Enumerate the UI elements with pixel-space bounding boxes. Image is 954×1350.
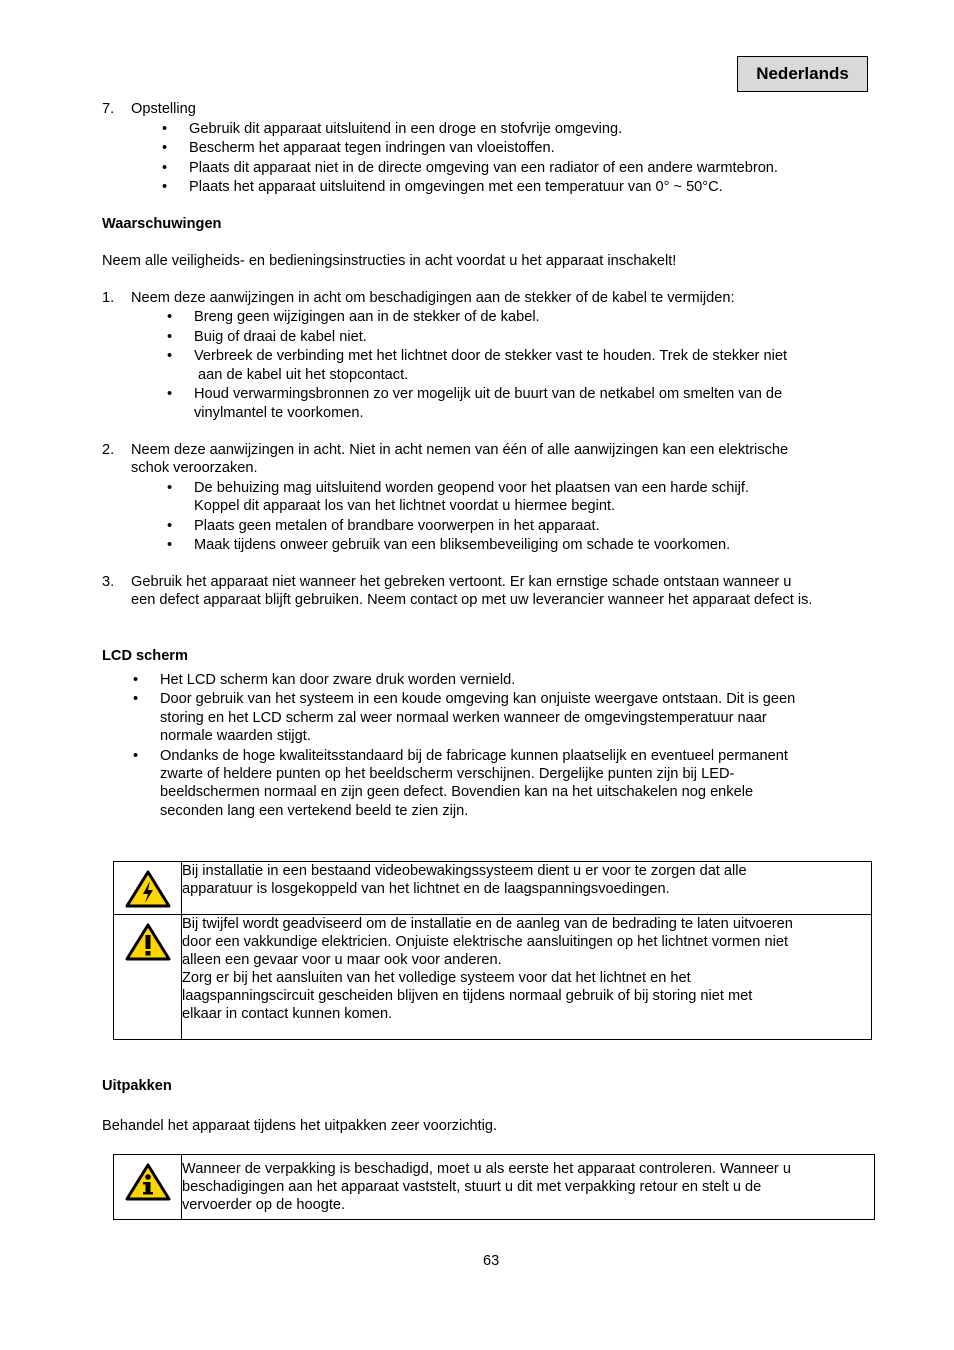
notice-line: Bij installatie in een bestaand videobewakingssysteem dient u er voor te zorgen dat alle xyxy=(182,863,747,879)
warning-icon xyxy=(114,922,181,962)
notice-row xyxy=(114,862,872,915)
list-item-continuation: seconden lang een vertekend beeld te zien zijn. xyxy=(160,803,469,819)
list-item: • Bescherm het apparaat tegen indringen van vloeistoffen. xyxy=(189,139,555,157)
notice-line: elkaar in contact kunnen komen. xyxy=(182,1006,393,1022)
list-item: • Door gebruik van het systeem in een koude omgeving kan onjuiste weergave ontstaan. Dit is geen xyxy=(160,690,795,708)
notice-line: alleen een gevaar voor u maar ook voor anderen. xyxy=(182,952,502,968)
notice-line: vervoerder op de hoogte. xyxy=(182,1197,346,1213)
electrical-hazard-icon xyxy=(114,869,181,909)
list-item: • Plaats geen metalen of brandbare voorwerpen in het apparaat. xyxy=(194,517,600,535)
notice-row xyxy=(114,915,872,1040)
notice-line: apparatuur is losgekoppeld van het lichtnet en de laagspanningsvoedingen. xyxy=(182,881,670,897)
list-item: • Houd verwarmingsbronnen zo ver mogelijk uit de buurt van de netkabel om smelten van de xyxy=(194,385,782,403)
point-text: Neem deze aanwijzingen in acht om beschadigingen aan de stekker of de kabel te vermijden: xyxy=(131,290,735,306)
heading-lcd-scherm: LCD scherm xyxy=(102,648,188,664)
section-number: 7. xyxy=(102,101,115,117)
list-item: • Plaats dit apparaat niet in de directe omgeving van een radiator of een andere warmtebron. xyxy=(189,159,778,177)
list-item: • Ondanks de hoge kwaliteitsstandaard bij de fabricage kunnen plaatselijk en eventueel permanent xyxy=(160,747,788,765)
info-notice-table xyxy=(113,1154,875,1220)
heading-waarschuwingen: Waarschuwingen xyxy=(102,216,222,232)
notice-line: beschadigingen aan het apparaat vaststelt, stuurt u dit met verpakking retour en stelt u de xyxy=(182,1179,762,1195)
section-title-opstelling: Opstelling xyxy=(131,101,196,117)
notice-row xyxy=(114,1155,875,1220)
list-item-continuation: storing en het LCD scherm zal weer normaal werken wanneer de omgevingstemperatuur naar xyxy=(160,710,767,726)
notice-icon-cell xyxy=(114,915,182,1040)
point-number: 2. xyxy=(102,442,115,458)
list-item-continuation: Koppel dit apparaat los van het lichtnet voordat u hiermee begint. xyxy=(194,498,616,514)
list-item-continuation: beeldschermen normaal en zijn geen defect. Bovendien kan na het uitschakelen nog enkele xyxy=(160,784,754,800)
list-item: • Breng geen wijzigingen aan in de stekker of de kabel. xyxy=(194,308,540,326)
point-text: schok veroorzaken. xyxy=(131,460,258,476)
list-item: • Verbreek de verbinding met het lichtnet door de stekker vast te houden. Trek de stekker niet xyxy=(194,347,787,365)
notice-text xyxy=(182,1155,875,1220)
list-item: • Buig of draai de kabel niet. xyxy=(194,328,367,346)
list-item: • Het LCD scherm kan door zware druk worden vernield. xyxy=(160,671,515,689)
notice-text xyxy=(182,862,872,915)
list-item-continuation: normale waarden stijgt. xyxy=(160,728,311,744)
notice-line: Zorg er bij het aansluiten van het volledige systeem voor dat het lichtnet en het xyxy=(182,970,691,986)
list-item-continuation: zwarte of heldere punten op het beeldscherm verschijnen. Dergelijke punten zijn bij LED- xyxy=(160,766,735,782)
notice-table xyxy=(113,861,872,1040)
point-number: 1. xyxy=(102,290,115,306)
point-text: Neem deze aanwijzingen in acht. Niet in acht nemen van één of alle aanwijzingen kan een elektrische xyxy=(131,442,789,458)
notice-line: Wanneer de verpakking is beschadigd, moet u als eerste het apparaat controleren. Wanneer u xyxy=(182,1161,791,1177)
list-item: • Maak tijdens onweer gebruik van een bliksembeveiliging om schade te voorkomen. xyxy=(194,536,730,554)
point-number: 3. xyxy=(102,574,115,590)
point-text: een defect apparaat blijft gebruiken. Neem contact op met uw leverancier wanneer het apparaat defect is. xyxy=(131,592,813,608)
heading-uitpakken: Uitpakken xyxy=(102,1078,172,1094)
notice-line: laagspanningscircuit gescheiden blijven en tijdens normaal gebruik of bij storing niet met xyxy=(182,988,753,1004)
notice-line: door een vakkundige elektricien. Onjuiste elektrische aansluitingen op het lichtnet vormen niet xyxy=(182,934,788,950)
list-item-continuation: vinylmantel te voorkomen. xyxy=(194,405,364,421)
info-icon xyxy=(114,1162,181,1202)
notice-icon-cell xyxy=(114,1155,182,1220)
notice-line: Bij twijfel wordt geadviseerd om de installatie en de aanleg van de bedrading te laten uitvoeren xyxy=(182,916,793,932)
point-text: Gebruik het apparaat niet wanneer het gebreken vertoont. Er kan ernstige schade ontstaan wanneer u xyxy=(131,574,792,590)
language-label: Nederlands xyxy=(737,56,868,92)
warnings-intro: Neem alle veiligheids- en bedieningsinstructies in acht voordat u het apparaat inschakelt! xyxy=(102,253,677,269)
unpacking-intro: Behandel het apparaat tijdens het uitpakken zeer voorzichtig. xyxy=(102,1118,498,1134)
list-item: • De behuizing mag uitsluitend worden geopend voor het plaatsen van een harde schijf. xyxy=(194,479,749,497)
list-item: • Gebruik dit apparaat uitsluitend in een droge en stofvrije omgeving. xyxy=(189,120,622,138)
list-item-continuation: aan de kabel uit het stopcontact. xyxy=(194,367,409,383)
page-number: 63 xyxy=(483,1253,500,1269)
notice-text xyxy=(182,915,872,1040)
notice-icon-cell xyxy=(114,862,182,915)
list-item: • Plaats het apparaat uitsluitend in omgevingen met een temperatuur van 0° ~ 50°C. xyxy=(189,178,723,196)
